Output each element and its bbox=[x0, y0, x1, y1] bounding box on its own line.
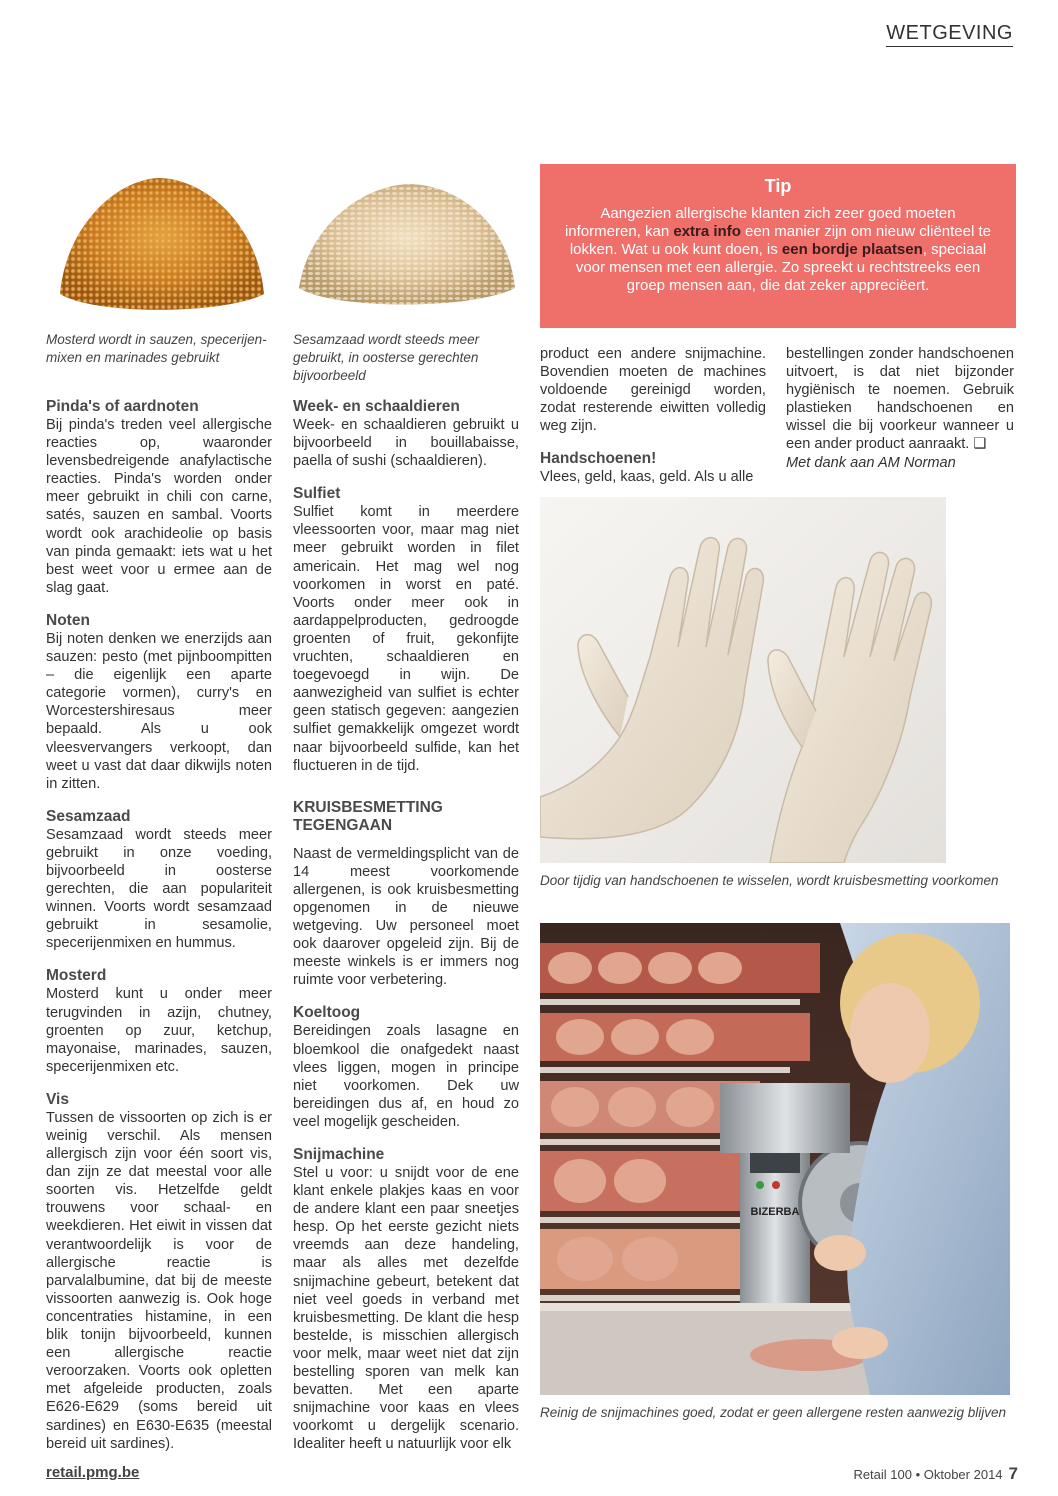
paragraph-sesamzaad: Sesamzaad wordt steeds meer gebruikt in onze voeding, bijvoorbeeld in oosterse gerechten, die aan populariteit winnen. Voorts wordt sesamzaad gebruikt in sesamolie, specerijenmixen en hummus. bbox=[46, 826, 272, 952]
paragraph-vis: Tussen de vissoorten op zich is er weinig verschil. Als mensen allergisch zijn voor één soort vis, dan zijn ze dat meestal voor alle soorten vis. Hetzelfde geldt trouwens voor schaal- en weekdieren. Het eiwit in vissen dat verantwoordelijk is voor de allergische reactie is parvalalbumine, dat bij de meeste vissoorten aanwezig is. Ook hoge concentraties histamine, in een blik tonijn bijvoorbeeld, kunnen een allergische reactie veroorzaken. Voorts ook opletten met afgeleide producten, zoals E626-E629 (soms bereid uit sardines) en E630-E635 (meestal bereid uit sardines). bbox=[46, 1109, 272, 1452]
heading-kruisbesmetting: KRUISBESMETTING TEGENGAAN bbox=[293, 798, 443, 834]
section-tag: WETGEVING bbox=[886, 22, 1013, 47]
paragraph-noten: Bij noten denken we enerzijds aan sauzen: pesto (met pijnboompitten – die eigenlijk een aparte categorie vormen), curry's en Worcestershiresaus meer bepaald. Als u ook vleesvervangers verkoopt, dan weet u vast dat daar dikwijls noten in zitten. bbox=[46, 630, 272, 792]
mustard-seeds-photo bbox=[46, 166, 272, 322]
heading-sesamzaad: Sesamzaad bbox=[46, 807, 131, 825]
page-number: 7 bbox=[1008, 1464, 1018, 1483]
paragraph-handschoenen-cont: bestellingen zonder handschoenen uitvoert, is dat niet bijzonder hygiënisch te noemen. Gebruik plastieken handschoenen en wissel die bij voorkeur wanneer u een ander product aanraakt. ❑ bbox=[786, 346, 1014, 453]
footer-issue-text: Retail 100 • Oktober 2014 bbox=[853, 1467, 1003, 1482]
heading-handschoenen: Handschoenen! bbox=[540, 450, 657, 468]
heading-pindas: Pinda's of aardnoten bbox=[46, 398, 199, 415]
paragraph-sulfiet: Sulfiet komt in meerdere vleessoorten voor, maar mag niet meer gebruikt worden in filet americain. Het mag wel nog voorkomen in worst en paté. Voorts onder meer ook in aardappelproducten, gedroogde groenten of fruit, gekonfijte vruchten, schaaldieren en toegevoegd in wijn. De aanwezigheid van sulfiet is echter geen statisch gegeven: aangezien sulfiet gemakkelijk omgezet wordt naar bijvoorbeeld sulfide, kan het fluctueren in de tijd. bbox=[293, 504, 519, 774]
paragraph-week-schaaldieren: Week- en schaaldieren gebruikt u bijvoorbeeld in bouillabaisse, paella of sushi (schaaldieren). bbox=[293, 417, 519, 470]
footer-issue bbox=[853, 1464, 1018, 1484]
paragraph-mosterd: Mosterd kunt u onder meer terugvinden in azijn, chutney, groenten op zuur, ketchup, mayonaise, marinades, sauzen, specerijenmixen etc. bbox=[46, 986, 272, 1075]
article-column-3 bbox=[540, 345, 766, 502]
gloves-photo bbox=[540, 497, 946, 863]
heading-mosterd: Mosterd bbox=[46, 967, 107, 985]
heading-snijmachine: Snijmachine bbox=[293, 1146, 385, 1163]
caption-sesame: Sesamzaad wordt steeds meer gebruikt, in oosterse gerechten bijvoorbeeld bbox=[293, 332, 480, 383]
sesame-seeds-photo bbox=[293, 176, 519, 322]
tip-highlight-extra-info: extra info bbox=[673, 223, 741, 240]
tip-box bbox=[540, 164, 1016, 328]
heading-week-schaaldieren: Week- en schaaldieren bbox=[293, 398, 460, 415]
article-column-4 bbox=[786, 345, 1014, 472]
heading-vis: Vis bbox=[46, 1090, 69, 1108]
footer-site-link[interactable]: retail.pmg.be bbox=[46, 1464, 140, 1481]
paragraph-snijmachine-cont: product een andere snijmachine. Bovendien moeten de machines voldoende gereinigd worden, zodat resterende eiwitten volledig weg zijn. bbox=[540, 346, 766, 435]
tip-text: Aangezien allergische klanten zich zeer goed moeten informeren, kan extra info een manier zijn om nieuw cliënteel te lokken. Wat u ook kunt doen, is een bordje plaatsen, speciaal voor mensen met een allergie. Zo spreekt u rechtstreeks een groep mensen aan, die dat zeker appreciëert. bbox=[564, 205, 992, 294]
paragraph-koeltoog: Bereidingen zoals lasagne en bloemkool die onafgedekt naast vlees liggen, mogen in principe niet voorkomen. Dek uw bereidingen dus af, en houd zo veel mogelijk gescheiden. bbox=[293, 1023, 519, 1130]
acknowledgement: Met dank aan AM Norman bbox=[786, 454, 956, 471]
caption-mustard: Mosterd wordt in sauzen, specerijen-mixen en marinades gebruikt bbox=[46, 332, 267, 365]
heading-sulfiet: Sulfiet bbox=[293, 485, 341, 503]
paragraph-kruisbesmetting: Naast de vermeldingsplicht van de 14 meest voorkomende allergenen, is ook kruisbesmetting opgenomen in de nieuwe wetgeving. Uw personeel moet ook daarover opgeleid zijn. Bij de meeste winkels is er immers nog ruimte voor verbetering. bbox=[293, 845, 519, 989]
caption-gloves: Door tijdig van handschoenen te wisselen, wordt kruisbesmetting voorkomen bbox=[540, 873, 999, 888]
article-column-1 bbox=[46, 398, 272, 1468]
paragraph-handschoenen: Vlees, geld, kaas, geld. Als u alle bbox=[540, 469, 754, 486]
tip-highlight-sign: een bordje plaatsen bbox=[781, 241, 923, 258]
article-column-2 bbox=[293, 398, 519, 1469]
slicer-photo bbox=[540, 923, 1010, 1395]
heading-koeltoog: Koeltoog bbox=[293, 1004, 361, 1022]
paragraph-pindas: Bij pinda's treden veel allergische reacties op, waaronder levensbedreigende anafylactische reacties. Pinda's worden onder meer gebruikt in chili con carne, satés, sauzen en sambal. Voorts wordt ook arachideolie op basis van pinda gemaakt: iets wat u het best weet voor u ermee aan de slag gaat. bbox=[46, 417, 272, 596]
caption-slicer: Reinig de snijmachines goed, zodat er geen allergene resten aanwezig blijven bbox=[540, 1405, 1007, 1420]
slicer-brand-label: BIZERBA bbox=[750, 1206, 800, 1218]
paragraph-snijmachine: Stel u voor: u snijdt voor de ene klant enkele plakjes kaas en voor de andere klant een paar sneetjes hesp. Op het eerste gezicht niets vreemds aan deze handeling, maar als alles met dezelfde snijmachine gebeurt, betekent dat niet veel goeds in verband met kruisbesmetting. De klant die hesp bestelde, is misschien allergisch voor melk, maar weet niet dat zijn bestelling sporen van melk kan bevatten. Met een aparte snijmachine voor kaas en vlees voorkomt u dergelijk scenario. Idealiter heeft u natuurlijk voor elk bbox=[293, 1165, 519, 1453]
heading-noten: Noten bbox=[46, 611, 90, 629]
tip-title: Tip bbox=[764, 176, 792, 196]
